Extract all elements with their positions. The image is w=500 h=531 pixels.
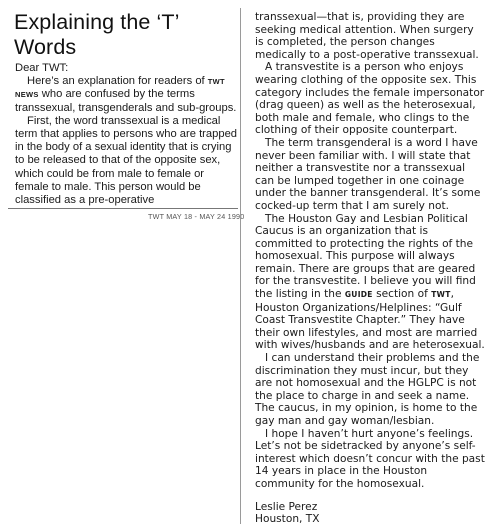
dateline: TWT MAY 18 - MAY 24 1990 — [148, 212, 245, 221]
right-paragraph-5: I can understand their problems and the discrimination they must incur, but they are not homosexual and the HGLPC is not the place to charge in and seek a name. The caucus, in my opinion, is home to the gay man and gay woman/lesbian. — [255, 352, 480, 427]
left-paragraph-1 — [12, 75, 238, 115]
column-divider — [240, 8, 241, 524]
left-paragraph-2: First, the word transsexual is a medical term that applies to persons who are trapped in the body of a sexual identity that is crying to be released to that of the opposite sex, which could be from male to female or female to male. This person would be classified as a pre-operative — [15, 114, 238, 207]
signature-name: Leslie Perez — [255, 500, 318, 513]
right-paragraph-4 — [255, 213, 485, 353]
p4-smallcaps-guide: GUIDE — [344, 290, 373, 300]
right-paragraph-3: The term transgenderal is a word I have never been familiar with. I will state that neither a transvestite nor a transsexual can be lumped together in one coinage under the banner transgenderal. It’s some cocked-up term that I am surely not. — [255, 136, 481, 212]
left-column — [12, 10, 238, 207]
p1-smallcaps-twt: TWT — [207, 77, 225, 87]
signature — [255, 501, 485, 526]
p1-text-pre: Here’s an explanation for readers of — [27, 75, 208, 88]
p1-text-post: who are confused by the terms transsexual, transgenderals and sub-groups. — [15, 88, 237, 114]
right-paragraph-2: A transvestite is a person who enjoys wearing clothing of the opposite sex. This category includes the female impersonator (drag queen) as well as the heterosexual, both male and female, who clings to the clothing of their opposite counterpart. — [255, 61, 485, 137]
p4-smallcaps-twt: TWT — [431, 290, 451, 300]
p4-text-pre: The Houston Gay and Lesbian Political Caucus is an organization that is committed to protecting the rights of the homosexual. This purpose will always remain. There are groups that are geared for the transvestite. I believe you will find the listing in the — [255, 212, 476, 301]
signature-location: Houston, TX — [255, 513, 320, 526]
right-paragraph-6: I hope I haven’t hurt anyone’s feelings. Let’s not be sidetracked by anyone’s self-interest which doesn’t concur with the past 14 years in place in the Houston community for the homosexual. — [255, 427, 485, 490]
p4-text-post: , Houston Organizations/Helplines: “Gulf Coast Transvestite Chapter.” They have their own lifestyles, and most are married with wives/husbands and are heterosexual. — [255, 288, 485, 352]
right-column — [255, 11, 485, 526]
salutation: Dear TWT: — [15, 62, 69, 74]
p4-text-mid: section of — [372, 288, 432, 301]
right-paragraph-1: transsexual—that is, providing they are seeking medical attention. When surgery is completed, the person changes medically to a post-operative transsexual. — [255, 11, 479, 61]
headline: Explaining the ‘T’ Words — [14, 10, 179, 59]
horizontal-rule — [8, 208, 238, 209]
p1-smallcaps-news: NEWS — [15, 90, 39, 100]
